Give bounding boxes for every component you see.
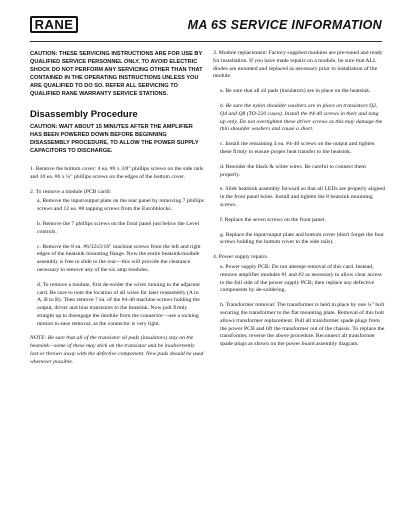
caution-notice: CAUTION: THESE SERVICING INSTRUCTIONS ARE FOR USE BY QUALIFIED SERVICE PERSONNEL ONLY. TO AVOID ELECTRIC SHOCK DO NOT PERFORM ANY SERVICING OTHER THAN THAT CONTAINED IN THE OPERATING INSTRUCTIONS UNLESS YOU ARE QUALIFIED TO DO SO. REFER ALL SERVICING TO QUALIFIED RANE WARRANTY SERVICE STATIONS. [30, 51, 203, 98]
step-4: 4. Power supply repairs. [213, 254, 269, 261]
step-3e: e. Slide heatsink assembly forward so that all LEDs are properly aligned in the front panel holes. Install and tighten the 8 heatsink mounting screws. [220, 186, 385, 208]
step-2: 2. To remove a module (PCB card): [30, 188, 112, 195]
step-3g: g. Replace the input/output plate and bottom cover (don't forget the four screws holding the bottom cover to the side rails). [220, 231, 384, 246]
header-rule [30, 41, 382, 42]
rane-logo: RANE [30, 16, 78, 33]
step-3f: f. Replace the seven screws on the front panel. [220, 216, 326, 223]
section-heading: Disassembly Procedure [30, 108, 138, 120]
step-2b: b. Remove the 7 phillips screws on the front panel just below the Level controls. [37, 220, 200, 235]
step-2c: c. Remove the 8 ea. #6/32x5/16" machine screws from the left and right edges of the heatsink mounting flange. Now the entire heatsink/module assembly is free to slide to the rear—this will provide the clearance necessary to remove any of the six amp modules. [37, 243, 201, 273]
sil-pad-note: NOTE: Be sure that all of the transistor sil pads (insulators) stay on the heatsink—some of these may stick on the transistor and be inadvertently lost or thrown away with the defective component. New pads should be used whenever possible. [30, 335, 204, 365]
step-3b: b. Be sure the nylon shoulder washers are in place on transistors Q2, Q4 and Q8 (TO-220 cases). Install the #4-40 screws in their and tang up only. Do not overtighten these driver screws as this may damage the thin shoulder washers and cause a short. [220, 102, 383, 133]
left-column [30, 50, 204, 374]
step-4b: b. Transformer removal: The transformer is held in place by one ¼" bolt securing the transformer to the flat mounting plate. Removal of this bolt allows transformer replacement. Pull all transformer spade plugs from the power PCB and lift the transformer out of the chassis. To replace the transformer, reverse the above procedure. Reconnect all transformer spade plugs as shown on the power board assembly diagram. [220, 302, 385, 348]
discharge-caution: CAUTION: WAIT ABOUT 15 MINUTES AFTER THE AMPLIFIER HAS BEEN POWERED DOWN BEFORE BEGINNING DISASSEMBLY PROCEDURE, TO ALLOW THE POWER SUPPLY CAPACITORS TO DISCHARGE. [30, 123, 199, 154]
step-3d: d. Resolder the black & white wires. Be careful to connect them properly. [220, 163, 366, 178]
step-4a: a. Power supply PCB: Do not attempt removal of this card. Instead, remove amplifier modules #1 and #2 as necessary to allow clear access to the foil side of the power supply PCB; then replace any defective components by de-soldering. [220, 263, 382, 294]
step-3: 3. Module replacement: Factory supplied modules are pre-tuned and ready for installation. If you have made repairs on a module, be sure that ALL diodes are mounted and replaced as necessary prior to installation of the module. [213, 50, 383, 80]
step-2d: d. To remove a module, first de-solder the wires running to the adjacent card. Be sure to note the location of all wires for later reassembly (A to A, B to B). Then remove 7 ea. of the #4-40 machine screws holding the output, driver and bias transistors to the heatsink. Now pull firmly straight up to disengage the module from the connector—use a rocking motion to ease removal, as the connector is very tight. [37, 281, 200, 327]
right-column [213, 50, 385, 356]
step-3a: a. Be sure that all sil pads (insulators) are in place on the heatsink. [220, 88, 371, 95]
step-2a: a. Remove the input/output plate on the rear panel by removing 7 phillips screws and 12 ea. #8 tapping screws from the Eurobblocks. [37, 198, 204, 213]
step-1: 1. Remove the bottom cover: 4 ea. #6 x 3/8" phillips screws on the side rails and 10 ea. #6 x ¼" phillips screws on the edges of the bottom cover. [30, 165, 204, 180]
step-3c: c. Install the remaining 4 ea. #4-40 screws on the output and tighten these firmly to ensure proper heat transfer to the heatsink. [220, 141, 375, 155]
page-title: MA 6S SERVICE INFORMATION [187, 18, 382, 32]
